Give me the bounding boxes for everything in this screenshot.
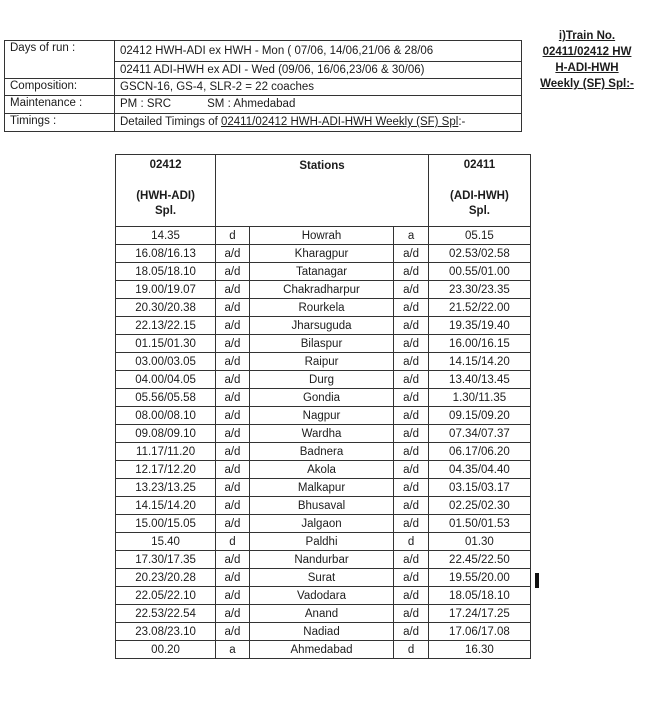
- up-time: 05.15: [428, 227, 530, 245]
- maintenance-value: [115, 96, 522, 114]
- title-line-3: H-ADI-HWH: [555, 62, 619, 74]
- down-arr-dep: a: [216, 641, 250, 659]
- down-arr-dep: a/d: [216, 425, 250, 443]
- down-arr-dep: a/d: [216, 587, 250, 605]
- train-info-table: [4, 40, 522, 132]
- down-time: 15.40: [116, 533, 216, 551]
- timetable-row: [116, 299, 531, 317]
- station-name: Rourkela: [249, 299, 394, 317]
- down-time: 20.23/20.28: [116, 569, 216, 587]
- up-time: 00.55/01.00: [428, 263, 530, 281]
- up-arr-dep: a/d: [394, 605, 429, 623]
- timetable-row: [116, 371, 531, 389]
- down-time: 23.08/23.10: [116, 623, 216, 641]
- up-arr-dep: a/d: [394, 245, 429, 263]
- timetable-row: [116, 551, 531, 569]
- up-time: 02.53/02.58: [428, 245, 530, 263]
- header-up-route: (ADI-HWH): [450, 190, 509, 202]
- up-time: 14.15/14.20: [428, 353, 530, 371]
- down-time: 05.56/05.58: [116, 389, 216, 407]
- up-time: 17.24/17.25: [428, 605, 530, 623]
- down-arr-dep: a/d: [216, 353, 250, 371]
- timetable-row: [116, 461, 531, 479]
- down-arr-dep: a/d: [216, 623, 250, 641]
- up-time: 13.40/13.45: [428, 371, 530, 389]
- down-arr-dep: a/d: [216, 263, 250, 281]
- down-time: 03.00/03.05: [116, 353, 216, 371]
- down-arr-dep: a/d: [216, 515, 250, 533]
- up-time: 03.15/03.17: [428, 479, 530, 497]
- up-arr-dep: a/d: [394, 335, 429, 353]
- maintenance-label: Maintenance :: [5, 96, 115, 114]
- station-name: Howrah: [249, 227, 394, 245]
- up-time: 16.00/16.15: [428, 335, 530, 353]
- station-name: Nagpur: [249, 407, 394, 425]
- down-arr-dep: a/d: [216, 461, 250, 479]
- timetable-row: [116, 587, 531, 605]
- timetable-row: [116, 317, 531, 335]
- up-arr-dep: d: [394, 641, 429, 659]
- station-name: Malkapur: [249, 479, 394, 497]
- timetable-row: [116, 605, 531, 623]
- up-time: 09.15/09.20: [428, 407, 530, 425]
- timetable-row: [116, 353, 531, 371]
- down-arr-dep: a/d: [216, 569, 250, 587]
- up-arr-dep: a/d: [394, 353, 429, 371]
- up-time: 01.30: [428, 533, 530, 551]
- down-time: 16.08/16.13: [116, 245, 216, 263]
- down-time: 15.00/15.05: [116, 515, 216, 533]
- down-time: 19.00/19.07: [116, 281, 216, 299]
- station-name: Wardha: [249, 425, 394, 443]
- station-name: Tatanagar: [249, 263, 394, 281]
- down-time: 22.13/22.15: [116, 317, 216, 335]
- down-time: 17.30/17.35: [116, 551, 216, 569]
- timetable-row: [116, 641, 531, 659]
- down-time: 00.20: [116, 641, 216, 659]
- timetable-row: [116, 227, 531, 245]
- timetable-row: [116, 389, 531, 407]
- up-arr-dep: a/d: [394, 623, 429, 641]
- up-time: 23.30/23.35: [428, 281, 530, 299]
- up-time: 02.25/02.30: [428, 497, 530, 515]
- station-name: Raipur: [249, 353, 394, 371]
- up-time: 19.35/19.40: [428, 317, 530, 335]
- down-arr-dep: a/d: [216, 443, 250, 461]
- maintenance-pm: PM : SRC: [120, 98, 172, 110]
- down-arr-dep: a/d: [216, 407, 250, 425]
- title-line-2: 02411/02412 HW: [542, 46, 632, 58]
- days-of-run-label: Days of run :: [5, 41, 115, 79]
- down-arr-dep: a/d: [216, 479, 250, 497]
- down-arr-dep: d: [216, 227, 250, 245]
- down-time: 11.17/11.20: [116, 443, 216, 461]
- station-name: Kharagpur: [249, 245, 394, 263]
- up-arr-dep: a/d: [394, 461, 429, 479]
- down-arr-dep: a/d: [216, 245, 250, 263]
- down-arr-dep: a/d: [216, 371, 250, 389]
- up-arr-dep: a/d: [394, 479, 429, 497]
- up-arr-dep: a: [394, 227, 429, 245]
- up-arr-dep: a/d: [394, 551, 429, 569]
- header-stations: Stations: [216, 155, 429, 227]
- down-arr-dep: d: [216, 533, 250, 551]
- header-down-train: [116, 155, 216, 227]
- down-arr-dep: a/d: [216, 497, 250, 515]
- station-name: Ahmedabad: [249, 641, 394, 659]
- up-time: 04.35/04.40: [428, 461, 530, 479]
- timetable: [115, 154, 531, 659]
- down-time: 14.35: [116, 227, 216, 245]
- timings-train-link[interactable]: 02411/02412 HWH-ADI-HWH Weekly (SF) Spl: [221, 116, 459, 128]
- up-arr-dep: a/d: [394, 263, 429, 281]
- down-time: 04.00/04.05: [116, 371, 216, 389]
- station-name: Paldhi: [249, 533, 394, 551]
- timings-suffix: :-: [458, 116, 466, 128]
- up-arr-dep: d: [394, 533, 429, 551]
- down-time: 20.30/20.38: [116, 299, 216, 317]
- down-time: 08.00/08.10: [116, 407, 216, 425]
- station-name: Nadiad: [249, 623, 394, 641]
- station-name: Nandurbar: [249, 551, 394, 569]
- station-name: Chakradharpur: [249, 281, 394, 299]
- timetable-row: [116, 623, 531, 641]
- up-arr-dep: a/d: [394, 299, 429, 317]
- timetable-row: [116, 569, 531, 587]
- header-up-number: 02411: [463, 159, 496, 171]
- down-arr-dep: a/d: [216, 317, 250, 335]
- up-time: 21.52/22.00: [428, 299, 530, 317]
- up-arr-dep: a/d: [394, 281, 429, 299]
- up-arr-dep: a/d: [394, 425, 429, 443]
- down-arr-dep: a/d: [216, 605, 250, 623]
- composition-value: GSCN-16, GS-4, SLR-2 = 22 coaches: [115, 79, 522, 96]
- down-arr-dep: a/d: [216, 299, 250, 317]
- down-time: 18.05/18.10: [116, 263, 216, 281]
- down-time: 01.15/01.30: [116, 335, 216, 353]
- timetable-row: [116, 335, 531, 353]
- station-name: Gondia: [249, 389, 394, 407]
- header-down-route: (HWH-ADI): [136, 190, 195, 202]
- down-time: 22.53/22.54: [116, 605, 216, 623]
- up-arr-dep: a/d: [394, 569, 429, 587]
- timetable-row: [116, 263, 531, 281]
- station-name: Akola: [249, 461, 394, 479]
- up-time: 01.50/01.53: [428, 515, 530, 533]
- timetable-row: [116, 479, 531, 497]
- up-time: 22.45/22.50: [428, 551, 530, 569]
- down-time: 22.05/22.10: [116, 587, 216, 605]
- down-arr-dep: a/d: [216, 389, 250, 407]
- up-arr-dep: a/d: [394, 443, 429, 461]
- header-up-type: Spl.: [468, 205, 490, 217]
- station-name: Badnera: [249, 443, 394, 461]
- header-up-train: [428, 155, 530, 227]
- station-name: Jalgaon: [249, 515, 394, 533]
- timetable-row: [116, 533, 531, 551]
- station-name: Surat: [249, 569, 394, 587]
- up-arr-dep: a/d: [394, 497, 429, 515]
- maintenance-sm: SM : Ahmedabad: [207, 98, 296, 110]
- up-arr-dep: a/d: [394, 317, 429, 335]
- days-of-run-down: 02412 HWH-ADI ex HWH - Mon ( 07/06, 14/06,21/06 & 28/06: [115, 41, 522, 62]
- timings-prefix: Detailed Timings of: [120, 116, 221, 128]
- up-time: 16.30: [428, 641, 530, 659]
- down-time: 09.08/09.10: [116, 425, 216, 443]
- title-line-1: i)Train No.: [558, 30, 616, 42]
- timetable-row: [116, 245, 531, 263]
- up-arr-dep: a/d: [394, 389, 429, 407]
- header-down-type: Spl.: [155, 205, 177, 217]
- timings-value: [115, 114, 522, 132]
- composition-label: Composition:: [5, 79, 115, 96]
- station-name: Jharsuguda: [249, 317, 394, 335]
- timetable-row: [116, 425, 531, 443]
- station-name: Vadodara: [249, 587, 394, 605]
- margin-mark: [535, 573, 539, 588]
- header-down-number: 02412: [149, 159, 182, 171]
- up-time: 1.30/11.35: [428, 389, 530, 407]
- up-arr-dep: a/d: [394, 587, 429, 605]
- timetable-row: [116, 515, 531, 533]
- up-time: 18.05/18.10: [428, 587, 530, 605]
- up-time: 07.34/07.37: [428, 425, 530, 443]
- up-arr-dep: a/d: [394, 515, 429, 533]
- up-time: 06.17/06.20: [428, 443, 530, 461]
- down-time: 14.15/14.20: [116, 497, 216, 515]
- station-name: Anand: [249, 605, 394, 623]
- up-arr-dep: a/d: [394, 371, 429, 389]
- timings-label: Timings :: [5, 114, 115, 132]
- section-title: [524, 28, 650, 92]
- timetable-row: [116, 281, 531, 299]
- down-arr-dep: a/d: [216, 281, 250, 299]
- timetable-row: [116, 407, 531, 425]
- timetable-row: [116, 497, 531, 515]
- down-time: 13.23/13.25: [116, 479, 216, 497]
- down-arr-dep: a/d: [216, 335, 250, 353]
- down-time: 12.17/12.20: [116, 461, 216, 479]
- days-of-run-up: 02411 ADI-HWH ex ADI - Wed (09/06, 16/06,23/06 & 30/06): [115, 62, 522, 79]
- station-name: Bhusaval: [249, 497, 394, 515]
- station-name: Durg: [249, 371, 394, 389]
- up-time: 17.06/17.08: [428, 623, 530, 641]
- station-name: Bilaspur: [249, 335, 394, 353]
- down-arr-dep: a/d: [216, 551, 250, 569]
- up-arr-dep: a/d: [394, 407, 429, 425]
- title-line-4: Weekly (SF) Spl:-: [540, 78, 634, 90]
- timetable-row: [116, 443, 531, 461]
- up-time: 19.55/20.00: [428, 569, 530, 587]
